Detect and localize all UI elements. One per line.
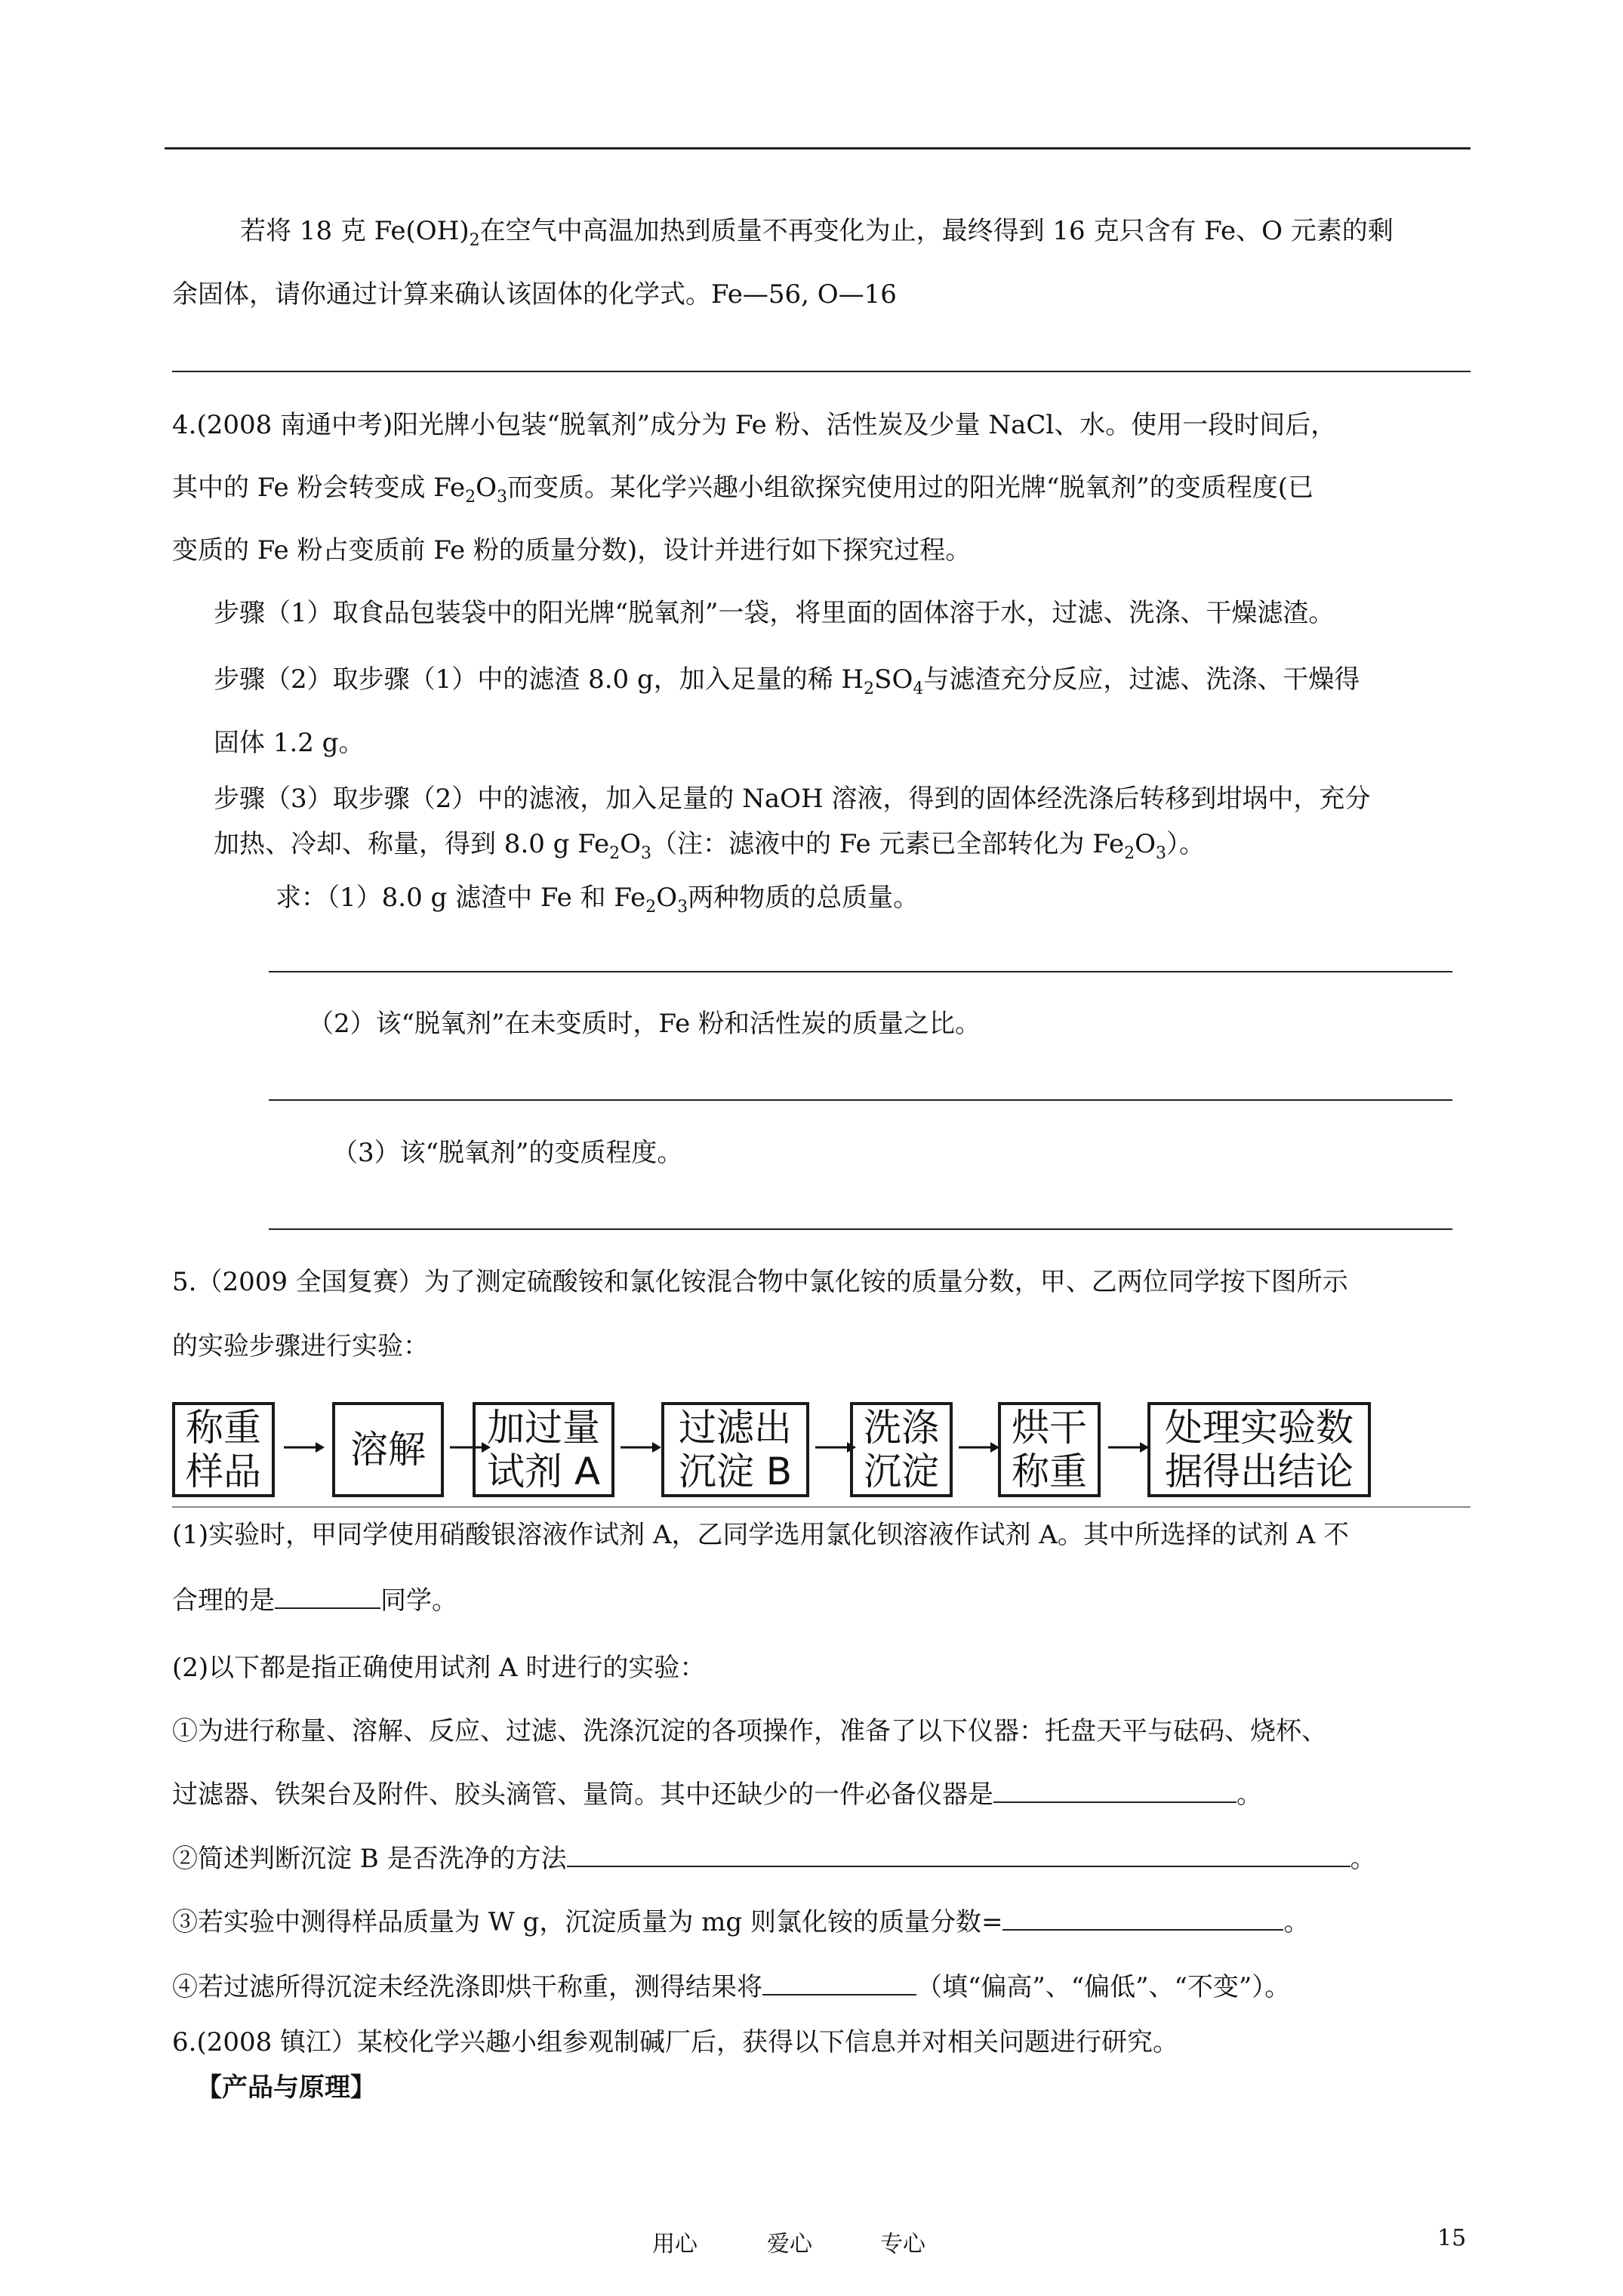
q6-line-1: 6.(2008 镇江）某校化学兴趣小组参观制碱厂后，获得以下信息并对相关问题进行研究。 <box>172 2027 1179 2057</box>
q3-line-2: 余固体，请你通过计算来确认该固体的化学式。Fe—56, O—16 <box>172 279 897 310</box>
q5-line-1: 5.（2009 全国复赛）为了测定硫酸铵和氯化铵混合物中氯化铵的质量分数，甲、乙两位同学按下图所示 <box>172 1267 1348 1297</box>
q5-item-3: ③若实验中测得样品质量为 W g，沉淀质量为 mg 则氯化铵的质量分数= 。 <box>172 1907 1310 1937</box>
q5-item-2: ②简述判断沉淀 B 是否洗净的方法 。 <box>172 1844 1376 1874</box>
q3-line-1: 若将 18 克 $Fe(OH)_2$在空气中高温加热到质量不再变化为止，最终得到 16 克只含有 Fe、O 元素的剩 <box>240 216 1394 250</box>
flow-box-conclusion: 处理实验数 据得出结论 <box>1147 1402 1371 1497</box>
q4-ask-2: （2）该“脱氧剂”在未变质时，Fe 粉和活性炭的质量之比。 <box>308 1009 981 1039</box>
answer-line <box>269 1099 1452 1101</box>
flow-arrow <box>619 1438 663 1456</box>
flow-box-dry-weigh: 烘干 称重 <box>998 1402 1101 1497</box>
answer-line <box>269 1228 1452 1230</box>
footer-motto-1: 用心 <box>652 2231 698 2257</box>
flow-box-wash: 洗涤 沉淀 <box>850 1402 953 1497</box>
flow-arrow <box>957 1438 1001 1456</box>
q4-step-2: 步骤（2）取步骤（1）中的滤渣 8.0 g，加入足量的稀 $H_2SO_4$与滤渣充分反应，过滤、洗涤、干燥得 <box>214 664 1360 698</box>
answer-line <box>172 371 1471 372</box>
q5-sub-1: (1)实验时，甲同学使用硝酸银溶液作试剂 A，乙同学选用氯化钡溶液作试剂 A。其中所选择的试剂 A 不 <box>172 1520 1350 1550</box>
page-number: 15 <box>1437 2225 1467 2251</box>
q4-line-2: 其中的 Fe 粉会转变成 $Fe_2O_3$而变质。某化学兴趣小组欲探究使用过的阳光牌“脱氧剂”的变质程度(已 <box>172 473 1314 507</box>
q4-step-3-line-2: 加热、冷却、称量，得到 8.0 g $Fe_2O_3$（注：滤液中的 Fe 元素已全部转化为 $Fe_2O_3$）。 <box>214 829 1206 863</box>
flow-arrow <box>1107 1438 1150 1456</box>
blank-unreasonable-student[interactable] <box>275 1585 380 1609</box>
q5-item-1: ①为进行称量、溶解、反应、过滤、洗涤沉淀的各项操作，准备了以下仪器：托盘天平与砝码、烧杯、 <box>172 1716 1327 1746</box>
experiment-flow-diagram <box>172 1399 1380 1506</box>
q4-ask-1: 求：（1）8.0 g 滤渣中 Fe 和 $Fe_2O_3$两种物质的总质量。 <box>276 883 919 917</box>
q6-heading: 【产品与原理】 <box>196 2073 376 2103</box>
header-rule <box>165 147 1471 149</box>
q4-step-3: 步骤（3）取步骤（2）中的滤液，加入足量的 NaOH 溶液，得到的固体经洗涤后转移到坩埚中，充分 <box>214 784 1371 814</box>
blank-wash-method[interactable] <box>567 1843 1350 1867</box>
q4-line-1: 4.(2008 南通中考)阳光牌小包装“脱氧剂”成分为 Fe 粉、活性炭及少量 NaCl、水。使用一段时间后， <box>172 410 1337 440</box>
footer-motto-3: 专心 <box>880 2231 925 2257</box>
q4-line-3: 变质的 Fe 粉占变质前 Fe 粉的质量分数)，设计并进行如下探究过程。 <box>172 535 972 566</box>
flow-box-filter: 过滤出 沉淀 B <box>661 1402 809 1497</box>
flow-box-weigh-sample: 称重 样品 <box>172 1402 275 1497</box>
blank-result-effect[interactable] <box>762 1971 916 1996</box>
q5-sub-1-line-2: 合理的是 同学。 <box>172 1586 457 1616</box>
answer-line <box>269 971 1452 972</box>
q4-step-2-line-2: 固体 1.2 g。 <box>214 728 365 758</box>
footer-motto-2: 爱心 <box>767 2231 812 2257</box>
q4-step-1: 步骤（1）取食品包装袋中的阳光牌“脱氧剂”一袋，将里面的固体溶于水，过滤、洗涤、干燥滤渣。 <box>214 598 1335 628</box>
q5-item-4: ④若过滤所得沉淀未经洗涤即烘干称重，测得结果将 （填“偏高”、“偏低”、“不变”）。 <box>172 1972 1291 2002</box>
q5-item-1-line-2: 过滤器、铁架台及附件、胶头滴管、量筒。其中还缺少的一件必备仪器是 。 <box>172 1780 1262 1810</box>
q4-ask-3: （3）该“脱氧剂”的变质程度。 <box>332 1138 683 1168</box>
diagram-underline <box>172 1506 1471 1508</box>
q5-line-2: 的实验步骤进行实验： <box>172 1331 429 1361</box>
blank-missing-instrument[interactable] <box>993 1779 1236 1803</box>
flow-box-add-reagent: 加过量 试剂 A <box>473 1402 614 1497</box>
flow-arrow <box>282 1438 326 1456</box>
blank-mass-fraction[interactable] <box>1002 1906 1283 1931</box>
q5-sub-2: (2)以下都是指正确使用试剂 A 时进行的实验： <box>172 1653 706 1683</box>
flow-box-dissolve: 溶解 <box>332 1402 444 1497</box>
